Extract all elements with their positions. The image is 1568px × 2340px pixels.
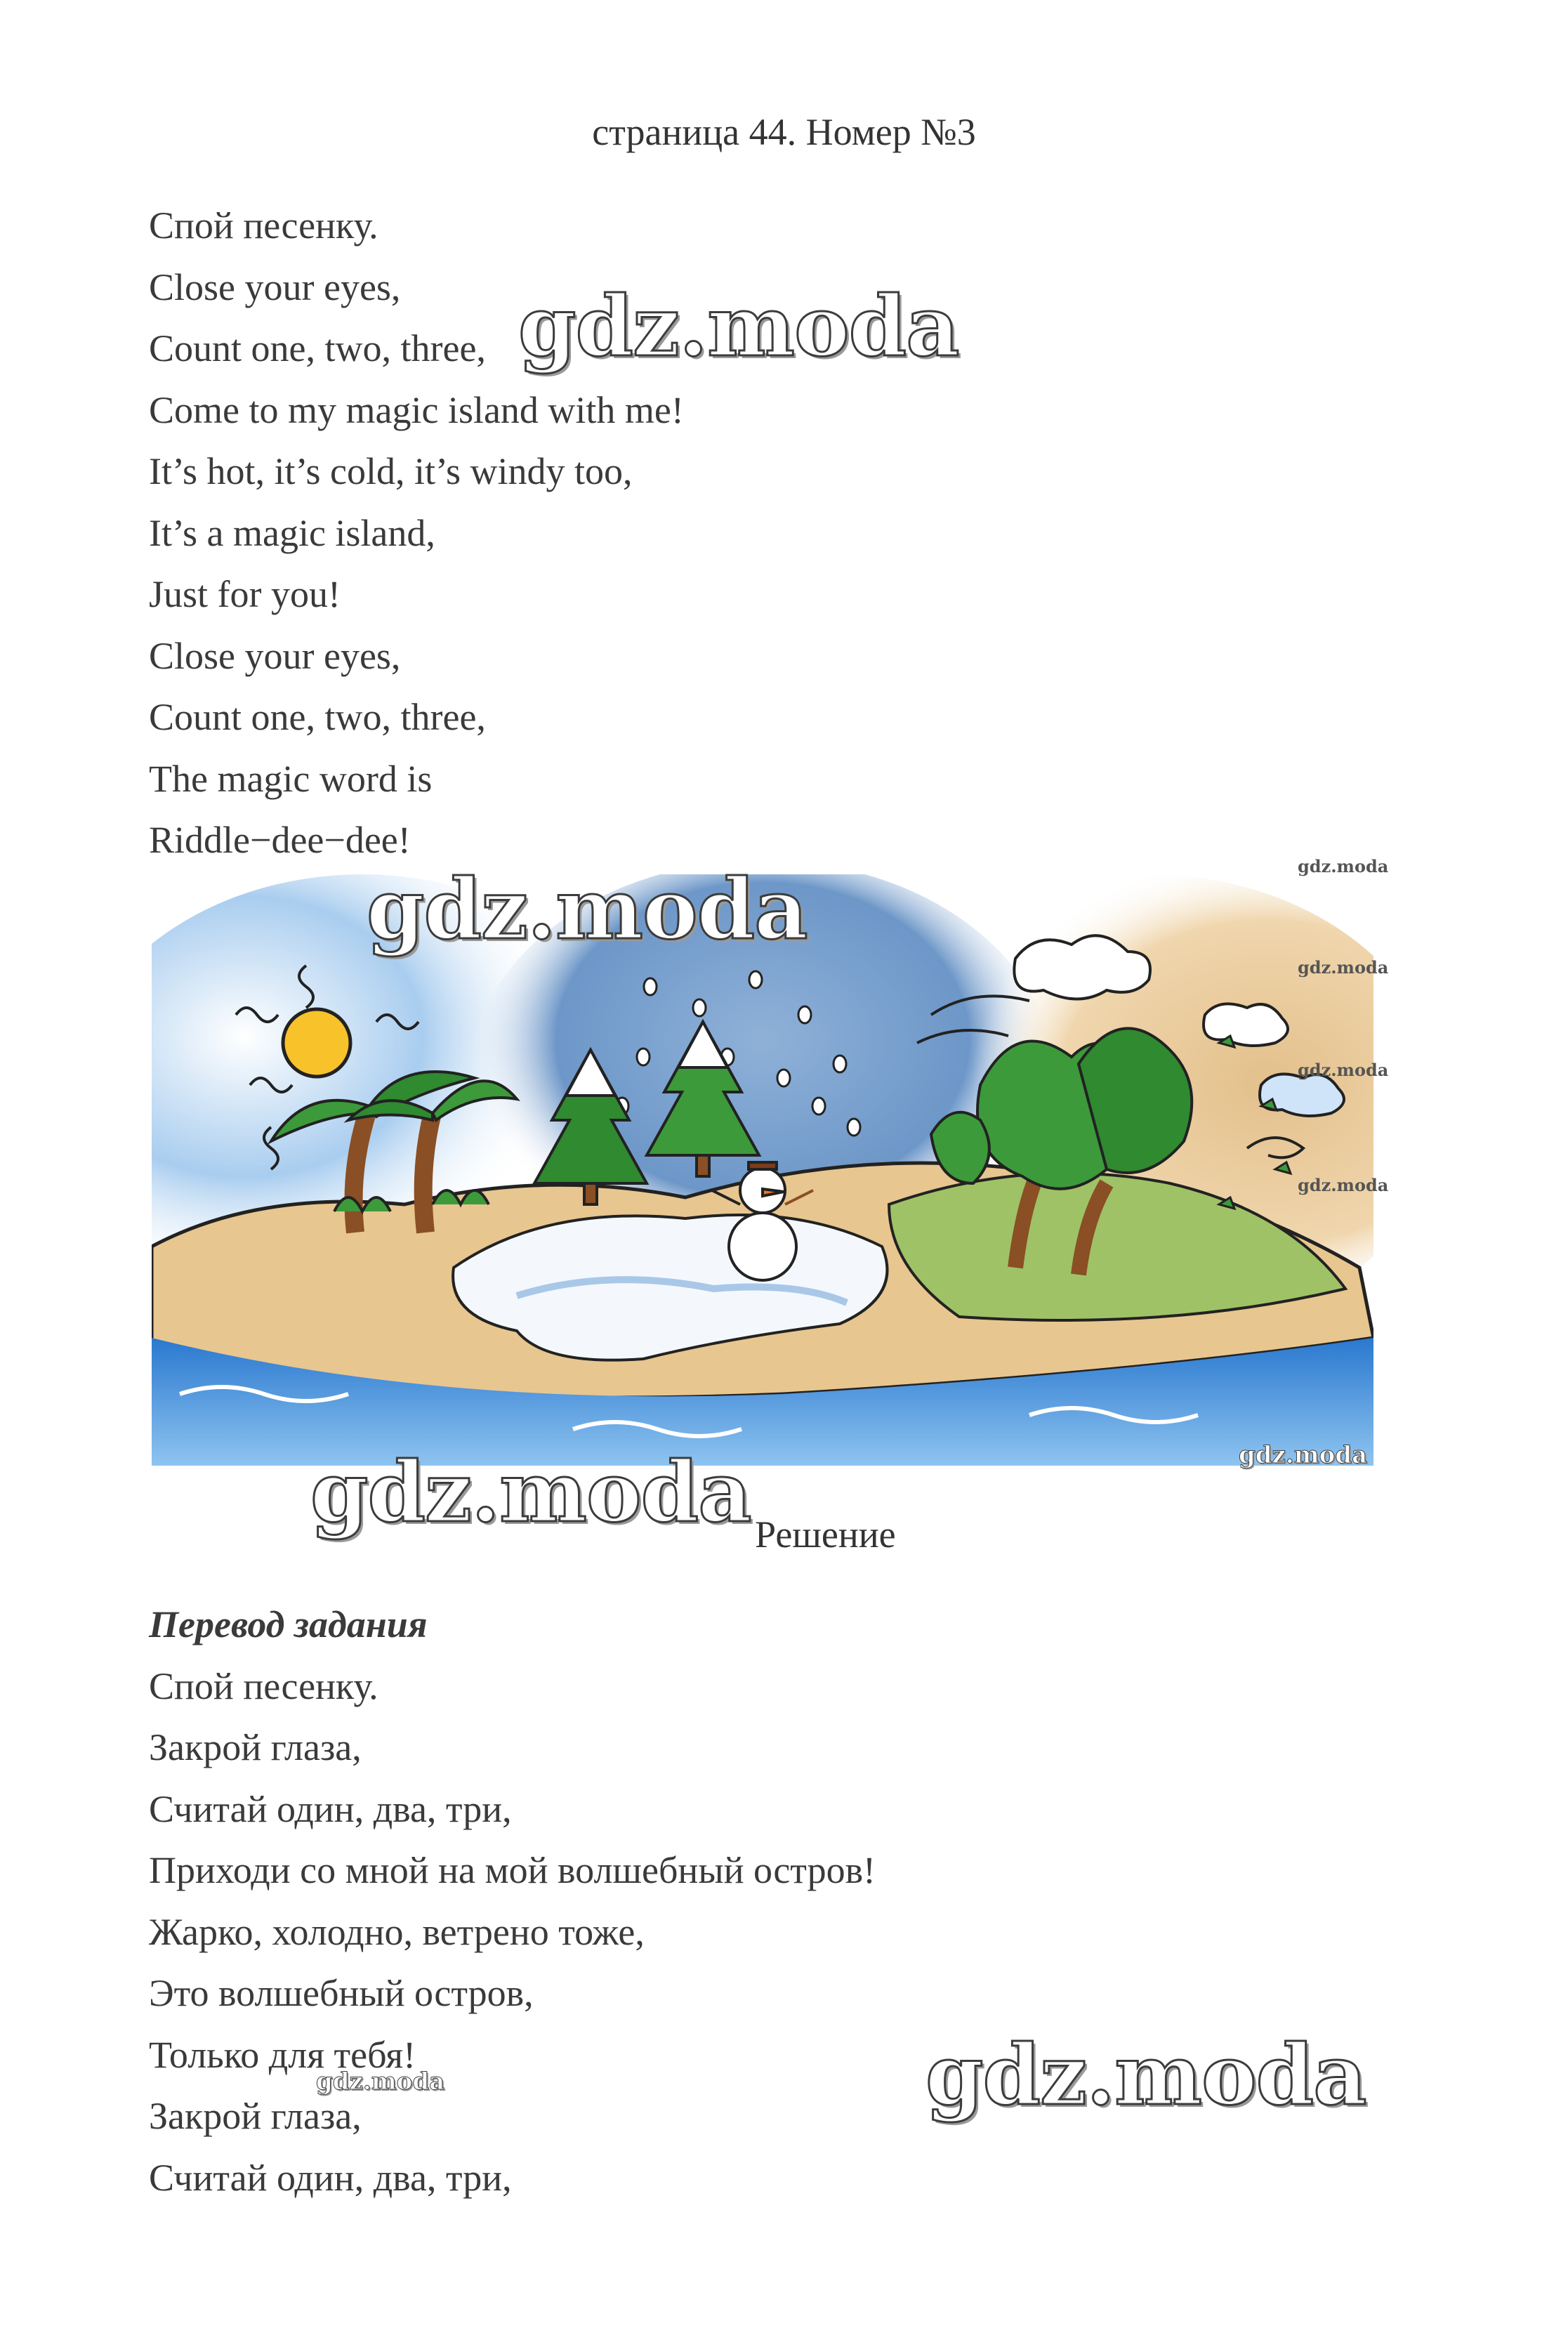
text-line: Это волшебный остров, — [149, 1972, 534, 2014]
watermark: gdz.moda — [1239, 1441, 1368, 1469]
text-line: Спой песенку. — [149, 1664, 378, 1707]
watermark: gdz.moda — [1298, 856, 1389, 876]
text-line: Закрой глаза, — [149, 2095, 362, 2137]
text-line: Come to my magic island with me! — [149, 388, 684, 431]
text-line: Считай один, два, три, — [149, 1787, 512, 1830]
text-line: It’s hot, it’s cold, it’s windy too, — [149, 450, 633, 492]
watermark: gdz.moda — [367, 860, 808, 958]
text-line: Закрой глаза, — [149, 1726, 362, 1768]
text-line: Riddle−dee−dee! — [149, 819, 411, 861]
page-title: страница 44. Номер №3 — [592, 111, 976, 153]
translation-text — [149, 1594, 876, 2209]
text-line: Count one, two, three, — [149, 327, 486, 369]
text-line: Close your eyes, — [149, 265, 401, 308]
text-line: Жарко, холодно, ветрено тоже, — [149, 1910, 645, 1953]
text-line: Приходи со мной на мой волшебный остров! — [149, 1849, 876, 1891]
text-line: It’s a magic island, — [149, 511, 435, 554]
text-line: Спой песенку. — [149, 204, 378, 247]
text-line: Close your eyes, — [149, 634, 401, 677]
translation-heading: Перевод задания — [149, 1603, 428, 1645]
watermark: gdz.moda — [925, 2026, 1366, 2124]
watermark: gdz.moda — [518, 277, 959, 375]
text-line: Только для тебя! — [149, 2033, 416, 2076]
text-line: Считай один, два, три, — [149, 2156, 512, 2199]
watermark: gdz.moda — [316, 2068, 445, 2096]
solution-label: Решение — [755, 1513, 896, 1556]
watermark: gdz.moda — [1298, 957, 1389, 978]
watermark: gdz.moda — [310, 1443, 751, 1541]
watermark: gdz.moda — [1298, 1060, 1389, 1080]
text-line: The magic word is — [149, 757, 433, 800]
watermark: gdz.moda — [1298, 1175, 1389, 1195]
text-line: Just for you! — [149, 573, 341, 615]
text-line: Count one, two, three, — [149, 696, 486, 738]
magic-island-illustration — [152, 874, 1373, 1466]
